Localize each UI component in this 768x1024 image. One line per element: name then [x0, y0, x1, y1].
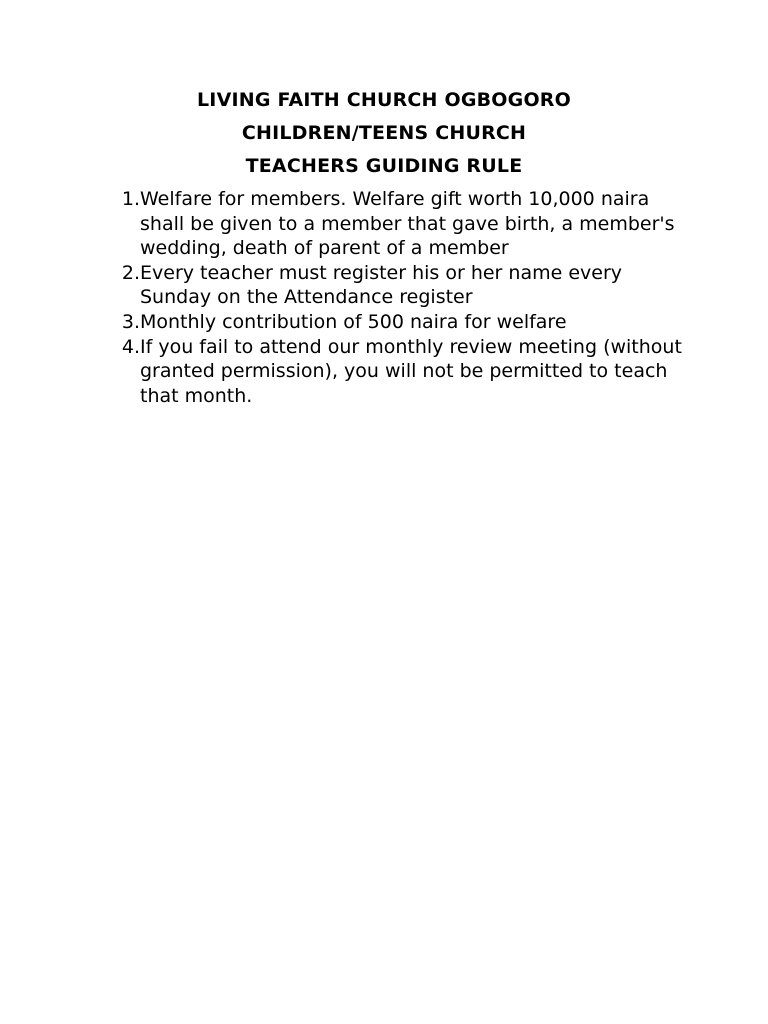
rule-number: 4. [121, 335, 140, 358]
rule-item-3 [112, 310, 692, 335]
rule-number: 2. [121, 261, 140, 284]
rule-item-2 [112, 261, 692, 310]
rule-text: Monthly contribution of 500 naira for welfare [140, 310, 567, 333]
rules-title-heading: TEACHERS GUIDING RULE [245, 155, 523, 177]
rule-text: Every teacher must register his or her name every Sunday on the Attendance register [140, 261, 623, 309]
church-name-heading: LIVING FAITH CHURCH OGBOGORO [197, 89, 571, 111]
department-heading: CHILDREN/TEENS CHURCH [241, 122, 527, 144]
rule-number: 3. [121, 310, 140, 333]
rules-list [112, 187, 692, 408]
document-header [0, 84, 768, 183]
rule-item-1 [112, 187, 692, 261]
rule-number: 1. [121, 188, 140, 210]
rule-text: If you fail to attend our monthly review meeting (without granted permission), you will not be permitted to teach that month. [140, 335, 682, 407]
rule-item-4 [112, 335, 692, 409]
rule-text: Welfare for members. Welfare gift worth 10,000 naira shall be given to a member that gave birth, a member's wedding, death of parent of a member [140, 188, 675, 260]
